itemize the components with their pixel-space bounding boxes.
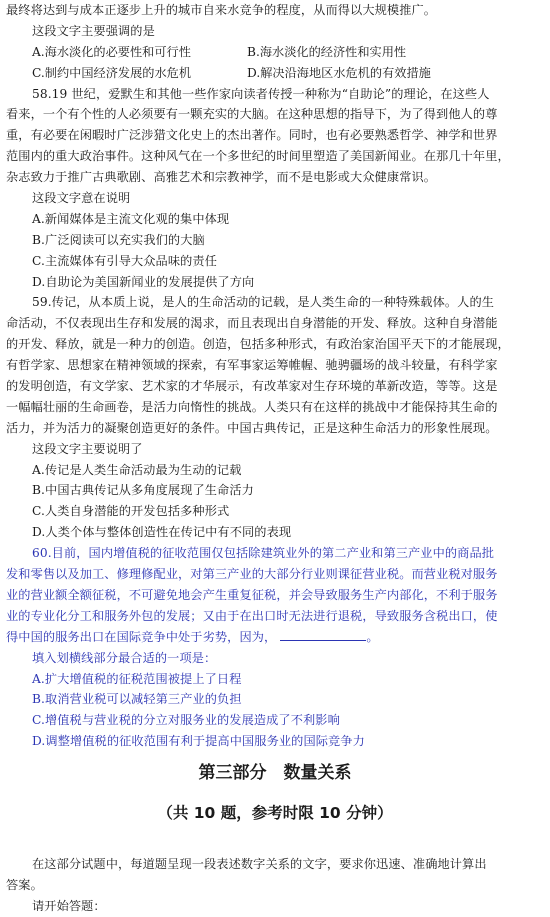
- q60-passage-line-4: 业的专业化分工和服务外包的发展；又由于在出口时无法进行退税，导致服务含税出口，使: [6, 608, 498, 623]
- start-prompt: 请开始答题：: [32, 898, 106, 913]
- q60-passage-line-5: [6, 627, 544, 648]
- q58-passage-line-4: 范围内的重大政治事件。这种风气在一个多世纪的时间里塑造了美国新闻业。在那几十年里，: [6, 149, 510, 164]
- q59-option-c[interactable]: C.人类自身潜能的开发包括多种形式: [32, 504, 230, 519]
- q60-option-b[interactable]: B.取消营业税可以减轻第三产业的负担: [32, 692, 242, 707]
- q58-option-d[interactable]: D.自助论为美国新闻业的发展提供了方向: [32, 274, 255, 289]
- q60-option-d[interactable]: D.调整增值税的征收范围有利于提高中国服务业的国际竞争力: [32, 734, 365, 749]
- q59-passage-line-1: 59.传记，从本质上说，是人的生命活动的记载，是人类生命的一种特殊载体。人的生: [32, 295, 495, 310]
- q60-option-a[interactable]: A.扩大增值税的征税范围被提上了日程: [32, 671, 242, 686]
- section-intro-line-2: 答案。: [6, 877, 43, 892]
- q57-options-row-2: [6, 63, 544, 84]
- q57-option-d[interactable]: D.解决沿海地区水危机的有效措施: [247, 65, 431, 80]
- q58-passage-line-3: 重，有必要在闲暇时广泛涉猎文化史上的杰出著作。同时，也有必要熟悉哲学、神学和世界: [6, 128, 498, 143]
- section-intro-line-1: 在这部分试题中，每道题呈现一段表述数字关系的文字，要求你迅速、准确地计算出: [32, 857, 487, 872]
- q59-passage-line-6: 一幅幅壮丽的生命画卷，是活力向惰性的挑战。人类只有在这样的挑战中才能保持其生命的: [6, 399, 498, 414]
- q60-stem: 填入划横线部分最合适的一项是：: [32, 650, 217, 665]
- q57-option-b[interactable]: B.海水淡化的经济性和实用性: [247, 44, 407, 59]
- q58-option-a[interactable]: A.新闻媒体是主流文化观的集中体现: [32, 211, 230, 226]
- q59-option-d[interactable]: D.人类个体与整体创造性在传记中有不同的表现: [32, 525, 292, 540]
- q60-passage-line-1: 60.目前，国内增值税的征收范围仅包括除建筑业外的第二产业和第三产业中的商品批: [32, 546, 495, 561]
- q57-passage-tail: 最终将达到与成本正逐步上升的城市自来水竞争的程度，从而得以大规模推广。: [6, 3, 437, 17]
- exam-page: [6, 0, 544, 917]
- q60-passage-line-3: 业的营业额全额征税，不可避免地会产生重复征税，并会导致服务生产内部化，不利于服务: [6, 587, 498, 602]
- q57-option-a[interactable]: A.海水淡化的必要性和可行性: [32, 44, 191, 59]
- q59-stem: 这段文字主要说明了: [32, 441, 143, 456]
- q59-passage-line-5: 的发明创造，有文学家、艺术家的才华展示，有改革家对生存环境的革新改造，等等。这是: [6, 379, 498, 394]
- q58-option-b[interactable]: B.广泛阅读可以充实我们的大脑: [32, 232, 205, 247]
- q58-passage-line-2: 看来，一个有个性的人必须要有一颗充实的大脑。在这种思想的指导下，为了得到他人的尊: [6, 107, 498, 122]
- q59-passage-line-4: 有哲学家、思想家在精神领域的探索，有军事家运筹帷幄、驰骋疆场的战斗较量，有科学家: [6, 358, 498, 373]
- q59-option-a[interactable]: A.传记是人类生命活动最为生动的记载: [32, 462, 242, 477]
- q57-options-row-1: [6, 42, 544, 63]
- q58-passage-line-1: 58.19 世纪，爱默生和其他一些作家向读者传授一种称为“自助论”的理论，在这些人: [32, 86, 490, 101]
- q58-passage-line-5: 杂志致力于推广古典歌剧、高雅艺术和宗教神学，而不是电影或大众健康常识。: [6, 170, 437, 185]
- q57-stem: 这段文字主要强调的是: [32, 23, 155, 38]
- section-title: 第三部分 数量关系: [198, 763, 352, 784]
- fill-in-blank[interactable]: [280, 628, 366, 641]
- q59-passage-line-7: 活力，并为活力的凝聚创造更好的条件。中国古典传记，正是这种生命活力的形象性展现。: [6, 420, 498, 435]
- q60-period: 。: [366, 629, 379, 644]
- q58-option-c[interactable]: C.主流媒体有引导大众品味的责任: [32, 253, 217, 268]
- q60-passage-line-5-text: 得中国的服务出口在国际竞争中处于劣势，因为，: [6, 629, 277, 644]
- section-subtitle: （共 10 题，参考时限 10 分钟）: [157, 804, 393, 823]
- q59-passage-line-3: 的开发、释放，就是一种力的创造。创造，包括多种形式，有政治家治国平天下的才能展现，: [6, 337, 510, 352]
- q59-passage-line-2: 命活动，不仅表现出生存和发展的渴求，而且表现出自身潜能的开发、释放。这种自身潜能: [6, 316, 498, 331]
- q60-passage-line-2: 发和零售以及加工、修理修配业，对第三产业的大部分行业则课征营业税。而营业税对服务: [6, 567, 498, 582]
- spacer: [6, 828, 544, 854]
- q59-option-b[interactable]: B.中国古典传记从多角度展现了生命活力: [32, 483, 254, 498]
- q58-stem: 这段文字意在说明: [32, 191, 131, 206]
- q57-option-c[interactable]: C.制约中国经济发展的水危机: [32, 65, 192, 80]
- q60-option-c[interactable]: C.增值税与营业税的分立对服务业的发展造成了不利影响: [32, 713, 340, 728]
